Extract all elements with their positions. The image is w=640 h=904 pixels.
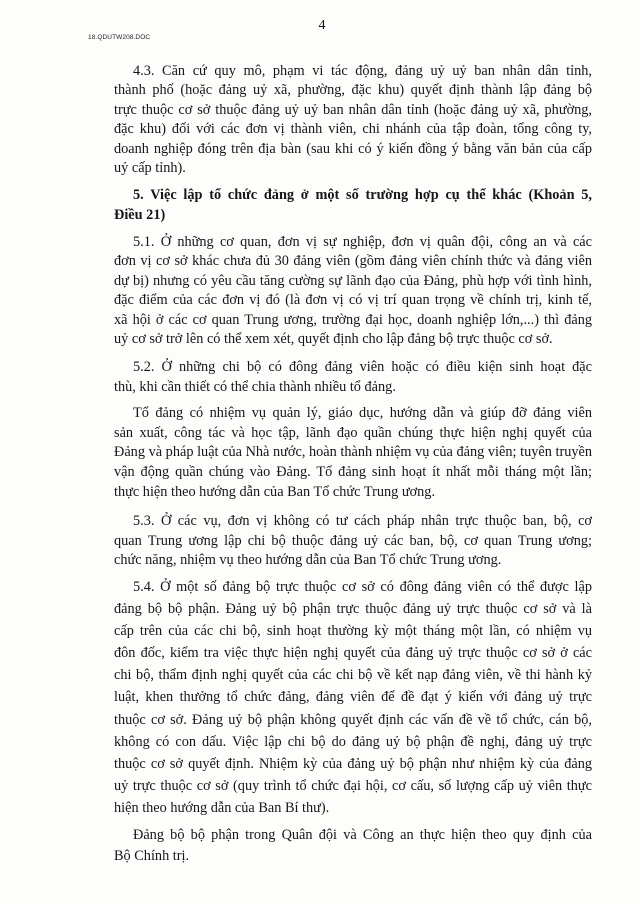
- text-line: sản xuất, công tác và học tập, lãnh đạo quần chúng thực hiện nghị quyết của: [114, 424, 592, 441]
- text-line: hiện theo hướng dẫn của Ban Bí thư).: [114, 799, 330, 816]
- text-line: thực hiện theo hướng dẫn của Ban Tổ chức Trung ương.: [114, 483, 436, 500]
- text-line: doanh nghiệp đóng trên địa bàn (sau khi có ý kiến đồng ý bằng văn bản của cấp: [114, 140, 592, 157]
- text-line: quan Trung ương lập chi bộ thuộc đảng uỷ các ban, bộ, cơ quan Trung ương;: [114, 532, 592, 549]
- section-5-heading: [114, 186, 592, 225]
- text-line: uỷ cơ sở trở lên có thể xem xét, quyết định cho lập đảng bộ trực thuộc cơ sở.: [114, 330, 553, 347]
- text-line: Tổ đảng có nhiệm vụ quản lý, giáo dục, hướng dẫn và giúp đỡ đảng viên: [133, 405, 592, 421]
- text-line: Đảng bộ bộ phận trong Quân đội và Công an thực hiện theo quy định của: [133, 827, 592, 843]
- text-line: Bộ Chính trị.: [114, 848, 190, 864]
- text-line: dự bị) nhưng có yêu cầu tăng cường sự lãnh đạo của Đảng, phù hợp với tình hình,: [114, 272, 592, 289]
- text-line: thù, khi cần thiết có thể chia thành nhiều tổ đảng.: [114, 378, 396, 395]
- text-line: thuộc cơ sở. Đảng uỷ bộ phận không quyết định các vấn đề về tổ chức, cán bộ,: [114, 711, 592, 728]
- text-line: 5.3. Ở các vụ, đơn vị không có tư cách pháp nhân trực thuộc ban, bộ, cơ: [133, 513, 592, 529]
- paragraph-closing: [114, 825, 592, 867]
- paragraph-5-1: [114, 233, 592, 349]
- text-line: đôn đốc, kiểm tra việc thực hiện nghị quyết của đảng uỷ trực thuộc cơ sở ở các: [114, 645, 592, 662]
- header-file-name: 18.QDUTW208.DOC: [88, 34, 151, 41]
- text-line: đảng bộ bộ phận. Đảng uỷ bộ phận trực thuộc đảng uỷ trực thuộc cơ sở và là: [114, 601, 592, 618]
- text-line: đặc khu) đối với các đơn vị thành viên, chi nhánh của tập đoàn, tổng công ty,: [114, 121, 592, 138]
- text-line: trực thuộc cơ sở thuộc đảng uỷ uỷ ban nhân dân tỉnh (hoặc đảng uỷ xã, phường,: [114, 101, 592, 118]
- text-line: vận động quần chúng vào Đảng. Tổ đảng sinh hoạt ít nhất mỗi tháng một lần;: [114, 464, 592, 481]
- text-line: chi bộ, thẩm định nghị quyết của các chi bộ về kết nạp đảng viên, về thi hành kỷ: [114, 667, 592, 684]
- text-line: Đảng và pháp luật của Nhà nước, hoàn thành nhiệm vụ của đảng viên; tuyên truyền: [114, 444, 592, 461]
- paragraph-5-2: [114, 358, 592, 397]
- paragraph-5-3: [114, 512, 592, 571]
- page-number: 4: [318, 18, 326, 33]
- text-line: 4.3. Căn cứ quy mô, phạm vi tác động, đảng uỷ uỷ ban nhân dân tỉnh,: [133, 63, 592, 79]
- text-line: 5.4. Ở một số đảng bộ trực thuộc cơ sở có đông đảng viên có thể được lập: [133, 579, 592, 595]
- heading-line: 5. Việc lập tổ chức đảng ở một số trường hợp cụ thể khác (Khoản 5,: [133, 187, 592, 203]
- text-line: thuộc cơ sở quyết định. Nhiệm kỳ của đảng uỷ bộ phận như nhiệm kỳ của đảng: [114, 755, 592, 772]
- text-line: không có con dấu. Việc lập chi bộ do đảng uỷ bộ phận đề nghị, đảng uỷ trực: [114, 733, 592, 750]
- text-line: chức năng, nhiệm vụ theo hướng dẫn của Ban Tổ chức Trung ương.: [114, 552, 502, 568]
- paragraph-4-3: [114, 62, 592, 178]
- text-line: đặc điểm của các đơn vị đó (là đơn vị có vị trí quan trọng về chính trị, kinh tế,: [114, 292, 592, 309]
- paragraph-to-dang: [114, 404, 592, 502]
- text-line: uỷ cấp tỉnh).: [114, 159, 186, 176]
- text-line: 5.2. Ở những chi bộ có đông đảng viên hoặc có điều kiện sinh hoạt đặc: [133, 359, 592, 375]
- text-line: thành phố (hoặc đảng uỷ xã, phường, đặc khu) quyết định thành lập đảng bộ: [114, 82, 592, 99]
- text-line: luật, khen thưởng tổ chức đảng, đảng viên để đề đạt ý kiến với đảng uỷ trực: [114, 689, 592, 706]
- text-line: đơn vị cơ sở khác chưa đủ 30 đảng viên (gồm đảng viên chính thức và đảng viên: [114, 253, 592, 270]
- text-line: uỷ trực thuộc cơ sở (quy trình tổ chức đại hội, cơ cấu, số lượng cấp uỷ viên thực: [114, 777, 592, 794]
- heading-line: Điều 21): [114, 206, 166, 223]
- paragraph-5-4: [114, 576, 592, 819]
- text-line: 5.1. Ở những cơ quan, đơn vị sự nghiệp, đơn vị quân đội, công an và các: [133, 234, 592, 250]
- text-line: xã hội ở các cơ quan Trung ương, trường đại học, doanh nghiệp lớn,...) thì đảng: [114, 311, 592, 328]
- text-line: cấp trên của các chi bộ, sinh hoạt thường kỳ một tháng một lần, có nhiệm vụ: [114, 623, 592, 640]
